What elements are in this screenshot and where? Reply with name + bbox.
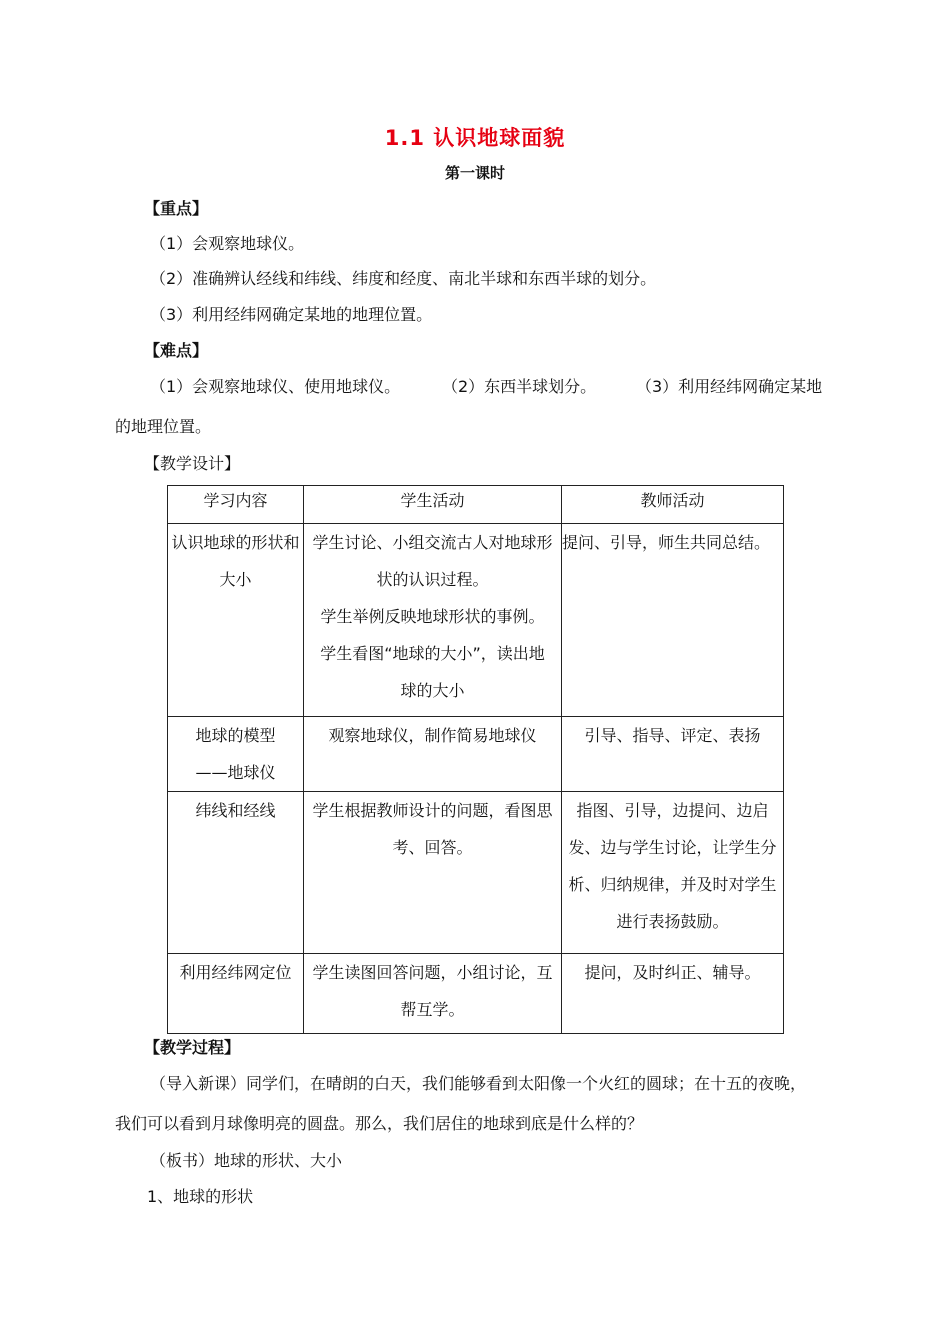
column-header-student: 学生活动 [304,486,562,524]
process-paragraph-line: 我们可以看到月球像明亮的圆盘。那么，我们居住的地球到底是什么样的？ [115,1114,644,1133]
design-heading: 【教学设计】 [144,454,241,473]
cell-line: 学生读图回答问题，小组讨论，互 [312,963,553,982]
table-row [168,792,784,954]
process-section-heading: 1、地球的形状 [147,1187,254,1206]
page-subtitle: 第一课时 [444,164,505,182]
column-header-teacher: 教师活动 [562,486,784,524]
cell-line: 纬线和经线 [195,801,276,820]
cell-line: 提问，及时纠正、辅导。 [584,963,761,982]
cell-line: 析、归纳规律，并及时对学生 [568,875,777,894]
cell-line: 学生根据教师设计的问题，看图思 [312,801,553,820]
table-cell-student [304,524,562,717]
process-heading: 【教学过程】 [144,1038,241,1057]
teaching-design-table [167,485,784,1034]
difficulty-item: （3）利用经纬网确定某地 [636,377,823,396]
key-point-item: （1）会观察地球仪。 [150,234,305,253]
table-cell-teacher [562,524,784,717]
key-points-heading: 【重点】 [144,199,209,218]
cell-line: 进行表扬鼓励。 [616,912,729,931]
difficulty-item: （1）会观察地球仪、使用地球仪。 [150,377,401,396]
cell-line: ——地球仪 [195,763,276,782]
table-cell-content [168,792,304,954]
cell-line: 指图、引导，边提问、边启 [576,801,769,820]
cell-line: 提问、引导，师生共同总结。 [562,533,771,552]
table-cell-student [304,792,562,954]
table-cell-content [168,954,304,1034]
cell-line: 认识地球的形状和 [171,533,300,552]
cell-line: 大小 [219,570,252,589]
table-cell-content [168,524,304,717]
key-point-item: （3）利用经纬网确定某地的地理位置。 [150,305,433,324]
cell-line: 观察地球仪，制作简易地球仪 [328,726,537,745]
table-row [168,717,784,792]
cell-line: 球的大小 [400,681,465,700]
table-cell-student [304,717,562,792]
cell-line: 帮互学。 [400,1000,465,1019]
table-header-row [168,486,784,524]
table-cell-teacher [562,717,784,792]
cell-line: 发、边与学生讨论，让学生分 [568,838,777,857]
table-cell-teacher [562,792,784,954]
difficulty-item-continued: 的地理位置。 [115,417,212,436]
page-title: 1.1 认识地球面貌 [384,126,566,150]
difficulties-heading: 【难点】 [144,341,209,360]
difficulty-item: （2）东西半球划分。 [442,377,597,396]
process-board-note: （板书）地球的形状、大小 [150,1151,343,1170]
cell-line: 利用经纬网定位 [179,963,292,982]
table-row [168,524,784,717]
cell-line: 学生举例反映地球形状的事例。 [320,607,545,626]
process-paragraph-line: （导入新课）同学们，在晴朗的白天，我们能够看到太阳像一个火红的圆球；在十五的夜晚， [150,1074,807,1093]
cell-line: 状的认识过程。 [376,570,489,589]
table-cell-teacher [562,954,784,1034]
cell-line: 学生看图“地球的大小”，读出地 [320,644,545,663]
table-row [168,954,784,1034]
table-cell-student [304,954,562,1034]
table-cell-content [168,717,304,792]
column-header-content: 学习内容 [168,486,304,524]
cell-line: 学生讨论、小组交流古人对地球形 [312,533,553,552]
cell-line: 引导、指导、评定、表扬 [584,726,761,745]
cell-line: 地球的模型 [195,726,276,745]
cell-line: 考、回答。 [392,838,473,857]
key-point-item: （2）准确辨认经线和纬线、纬度和经度、南北半球和东西半球的划分。 [150,269,657,288]
